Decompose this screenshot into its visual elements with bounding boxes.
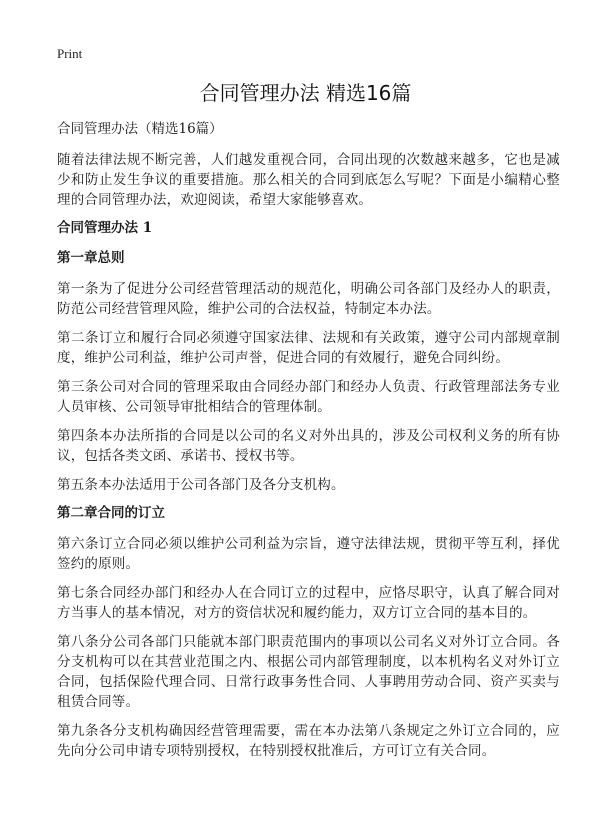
article-paragraph: 第八条分公司各部门只能就本部门职责范围内的事项以公司名义对外订立合同。各分支机构可以在其营业范围之内、根据公司内部管理制度，以本机构名义对外订立合同，包括保险代理合同、日常行政事务性合同、人事聘用劳动合同、资产买卖与租赁合同等。: [57, 634, 560, 710]
chapter-1-heading: 第一章总则: [57, 250, 125, 266]
intro-paragraph: 随着法律法规不断完善，人们越发重视合同，合同出现的次数越来越多，它也是减少和防止发生争议的重要措施。那么相关的合同到底怎么写呢？下面是小编精心整理的合同管理办法，欢迎阅读，希望大家能够喜欢。: [57, 152, 560, 208]
article-paragraph: 第四条本办法所指的合同是以公司的名义对外出具的，涉及公司权利义务的所有协议，包括各类文函、承诺书、授权书等。: [57, 428, 560, 464]
article-paragraph: 第一条为了促进分公司经营管理活动的规范化，明确公司各部门及经办人的职责，防范公司经营管理风险，维护公司的合法权益，特制定本办法。: [57, 281, 560, 317]
article-heading: 合同管理办法 1: [57, 220, 153, 236]
article-paragraph: 第九条各分支机构确因经营管理需要，需在本办法第八条规定之外订立合同的，应先向分公司申请专项特别授权，在特别授权批准后，方可订立有关合同。: [57, 723, 560, 759]
article-paragraph: 第七条合同经办部门和经办人在合同订立的过程中，应恪尽职守，认真了解合同对方当事人的基本情况，对方的资信状况和履约能力，双方订立合同的基本目的。: [57, 585, 560, 621]
print-link[interactable]: Print: [57, 46, 83, 61]
article-paragraph: 第五条本办法适用于公司各部门及各分支机构。: [57, 477, 345, 493]
page-title: 合同管理办法 精选16篇: [199, 81, 412, 105]
document-body: [57, 120, 560, 770]
article-paragraph: 第三条公司对合同的管理采取由合同经办部门和经办人负责、行政管理部法务专业人员审核、公司领导审批相结合的管理体制。: [57, 379, 560, 415]
article-paragraph: 第六条订立合同必须以维护公司利益为宗旨，遵守法律法规，贯彻平等互利，择优签约的原则。: [57, 536, 560, 572]
article-paragraph: 第二条订立和履行合同必须遵守国家法律、法规和有关政策，遵守公司内部规章制度，维护公司利益，维护公司声誉，促进合同的有效履行，避免合同纠纷。: [57, 330, 560, 366]
document-subtitle: 合同管理办法（精选16篇）: [57, 121, 223, 137]
chapter-2-heading: 第二章合同的订立: [57, 505, 165, 521]
